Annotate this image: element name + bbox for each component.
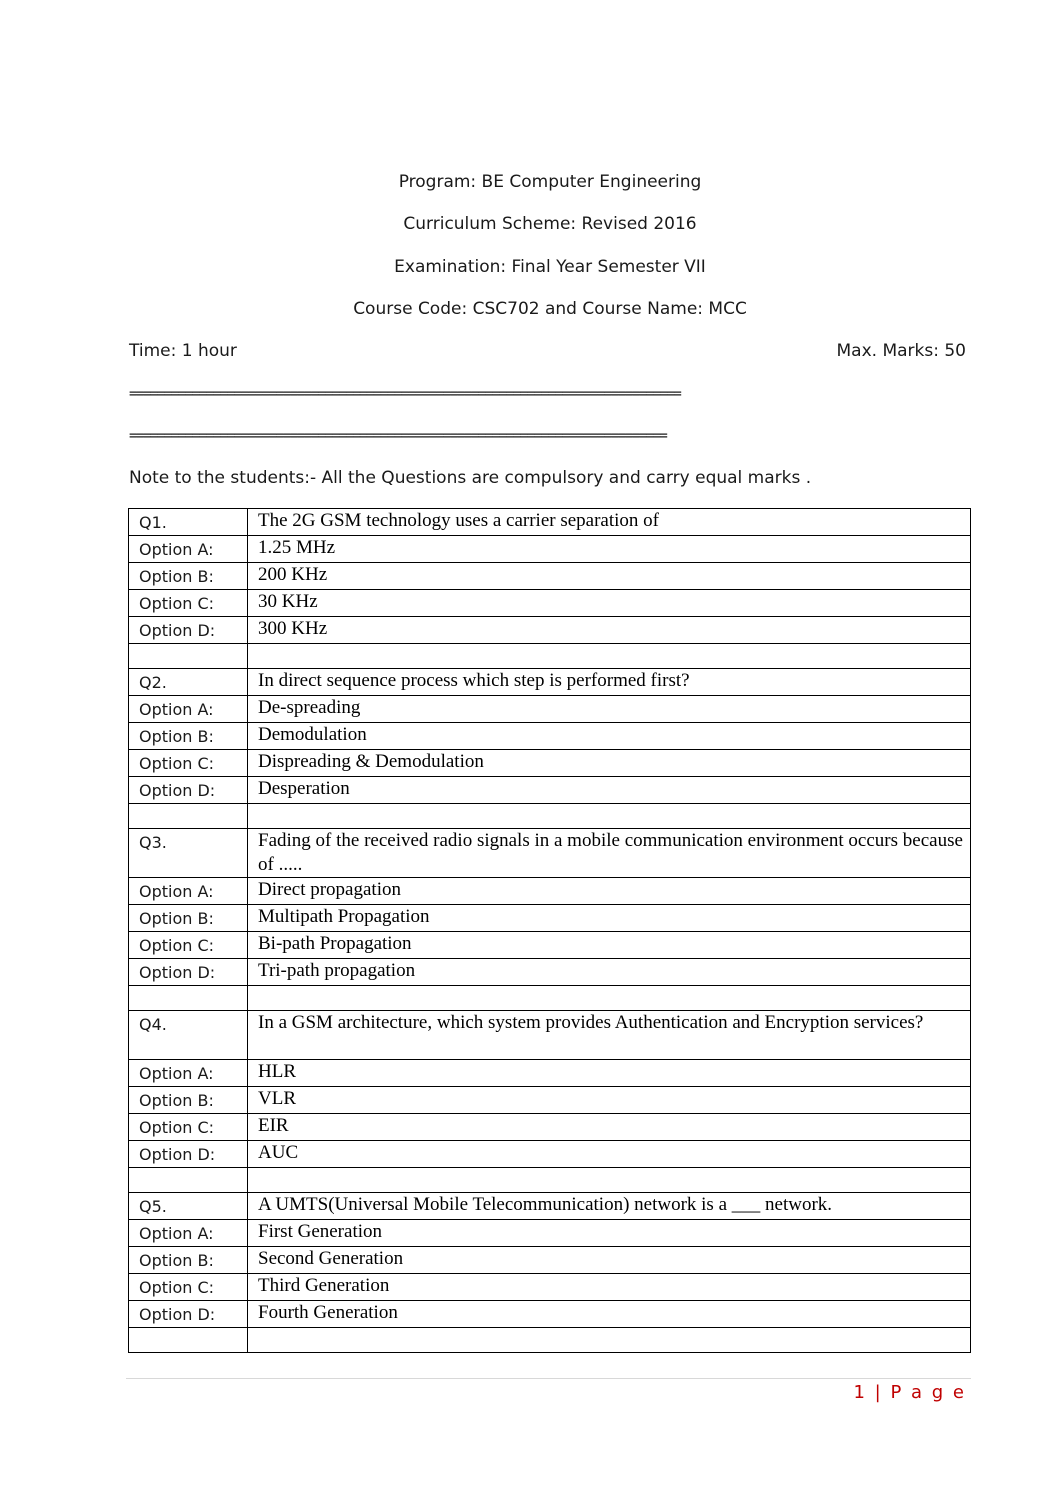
option-row	[129, 905, 971, 932]
option-row	[129, 777, 971, 804]
question-number: Q2.	[129, 669, 248, 696]
option-text: 1.25 MHz	[248, 536, 971, 563]
max-marks-label: Max. Marks: 50	[836, 341, 966, 361]
option-label: Option D:	[129, 777, 248, 804]
option-text: First Generation	[248, 1220, 971, 1247]
blank-cell	[248, 804, 971, 829]
blank-cell	[248, 1328, 971, 1353]
option-row	[129, 563, 971, 590]
question-number: Q1.	[129, 509, 248, 536]
option-label: Option C:	[129, 590, 248, 617]
option-label: Option B:	[129, 1247, 248, 1274]
question-number: Q3.	[129, 829, 248, 878]
option-row	[129, 617, 971, 644]
blank-cell	[248, 1168, 971, 1193]
program-heading: Program: BE Computer Engineering	[398, 172, 702, 192]
blank-row	[129, 986, 971, 1011]
option-label: Option C:	[129, 1114, 248, 1141]
option-label: Option D:	[129, 1301, 248, 1328]
option-label: Option B:	[129, 723, 248, 750]
option-row	[129, 696, 971, 723]
option-text: AUC	[248, 1141, 971, 1168]
option-label: Option B:	[129, 1087, 248, 1114]
question-number: Q4.	[129, 1011, 248, 1060]
option-text: EIR	[248, 1114, 971, 1141]
option-row	[129, 1301, 971, 1328]
option-row	[129, 590, 971, 617]
blank-cell	[129, 644, 248, 669]
option-text: Fourth Generation	[248, 1301, 971, 1328]
option-text: 200 KHz	[248, 563, 971, 590]
option-label: Option A:	[129, 1220, 248, 1247]
question-number: Q5.	[129, 1193, 248, 1220]
option-label: Option D:	[129, 959, 248, 986]
option-text: Direct propagation	[248, 878, 971, 905]
option-row	[129, 1087, 971, 1114]
question-row	[129, 669, 971, 696]
blank-cell	[248, 986, 971, 1011]
separator-rule: ===============================================================================	[129, 386, 681, 402]
option-text: Third Generation	[248, 1274, 971, 1301]
option-text: De-spreading	[248, 696, 971, 723]
question-text: Fading of the received radio signals in a mobile communication environment occurs because of .....	[248, 829, 971, 878]
blank-cell	[248, 644, 971, 669]
option-text: Bi-path Propagation	[248, 932, 971, 959]
blank-row	[129, 644, 971, 669]
option-row	[129, 1141, 971, 1168]
scheme-heading: Curriculum Scheme: Revised 2016	[403, 214, 697, 234]
option-label: Option A:	[129, 1060, 248, 1087]
blank-cell	[129, 804, 248, 829]
option-text: 300 KHz	[248, 617, 971, 644]
option-row	[129, 750, 971, 777]
blank-cell	[129, 986, 248, 1011]
option-row	[129, 536, 971, 563]
page-number: 1 | P a g e	[853, 1382, 966, 1403]
course-heading: Course Code: CSC702 and Course Name: MCC	[353, 299, 747, 319]
option-row	[129, 723, 971, 750]
blank-row	[129, 804, 971, 829]
question-row	[129, 1011, 971, 1060]
option-row	[129, 1247, 971, 1274]
option-label: Option C:	[129, 932, 248, 959]
option-text: HLR	[248, 1060, 971, 1087]
option-text: VLR	[248, 1087, 971, 1114]
option-label: Option D:	[129, 617, 248, 644]
option-text: Desperation	[248, 777, 971, 804]
option-label: Option A:	[129, 878, 248, 905]
option-row	[129, 1274, 971, 1301]
question-text: In a GSM architecture, which system provides Authentication and Encryption services?	[248, 1011, 971, 1060]
blank-cell	[129, 1328, 248, 1353]
option-text: Tri-path propagation	[248, 959, 971, 986]
footer-divider	[126, 1378, 971, 1379]
option-text: Second Generation	[248, 1247, 971, 1274]
option-label: Option C:	[129, 1274, 248, 1301]
questions-table	[128, 508, 971, 1353]
time-label: Time: 1 hour	[129, 341, 237, 361]
option-text: Multipath Propagation	[248, 905, 971, 932]
option-label: Option B:	[129, 905, 248, 932]
question-text: The 2G GSM technology uses a carrier separation of	[248, 509, 971, 536]
question-row	[129, 509, 971, 536]
option-label: Option B:	[129, 563, 248, 590]
option-text: Dispreading & Demodulation	[248, 750, 971, 777]
option-label: Option A:	[129, 696, 248, 723]
option-row	[129, 932, 971, 959]
question-row	[129, 1193, 971, 1220]
option-row	[129, 1060, 971, 1087]
question-text: A UMTS(Universal Mobile Telecommunication) network is a ___ network.	[248, 1193, 971, 1220]
separator-rule: =============================================================================	[129, 428, 667, 444]
examination-heading: Examination: Final Year Semester VII	[394, 257, 706, 277]
question-text: In direct sequence process which step is performed first?	[248, 669, 971, 696]
option-label: Option C:	[129, 750, 248, 777]
option-row	[129, 959, 971, 986]
option-label: Option A:	[129, 536, 248, 563]
option-text: Demodulation	[248, 723, 971, 750]
option-text: 30 KHz	[248, 590, 971, 617]
option-row	[129, 878, 971, 905]
student-note: Note to the students:- All the Questions are compulsory and carry equal marks .	[129, 468, 812, 488]
blank-cell	[129, 1168, 248, 1193]
question-row	[129, 829, 971, 878]
blank-row	[129, 1328, 971, 1353]
option-row	[129, 1114, 971, 1141]
blank-row	[129, 1168, 971, 1193]
option-label: Option D:	[129, 1141, 248, 1168]
option-row	[129, 1220, 971, 1247]
